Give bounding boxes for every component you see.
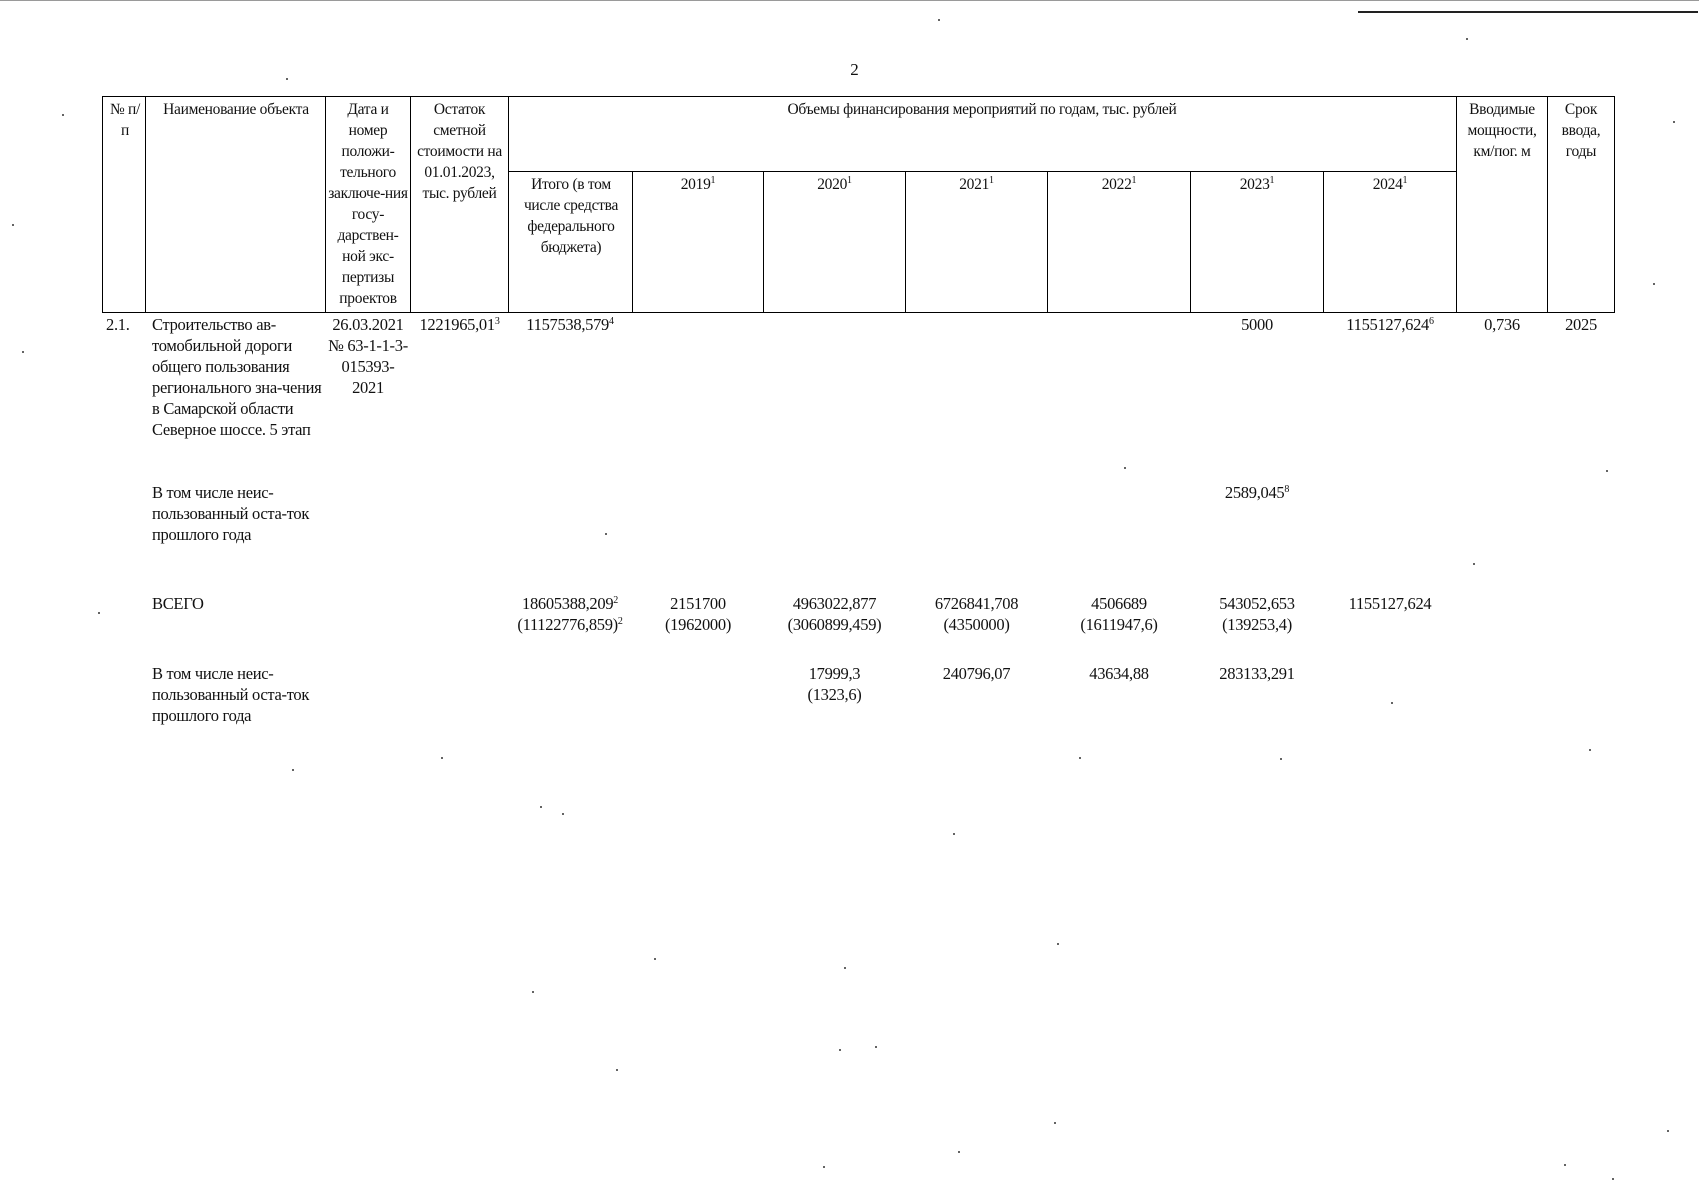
scan-speck bbox=[1466, 38, 1468, 40]
grid-line bbox=[905, 171, 906, 313]
header-funding-group: Объемы финансирования мероприятий по годам, тыс. рублей bbox=[787, 101, 1177, 118]
header-year-2022: 2022$^1$ bbox=[1101, 175, 1137, 193]
header-num: № п/п bbox=[109, 101, 141, 139]
header-balance: Остаток сметной стоимости на 01.01.2023, тыс. рублей bbox=[417, 101, 502, 202]
total-row-2019: 2151700 (1962000) bbox=[664, 594, 732, 634]
scan-speck bbox=[875, 1046, 877, 1048]
row-2-1-unused-2023: 2589,045$^8$ bbox=[1224, 483, 1290, 502]
total-row-total: 18605388,209$^2$ $(11122776,859)^2$ bbox=[517, 594, 623, 634]
grid-line bbox=[1047, 171, 1048, 313]
scan-speck bbox=[1564, 1164, 1566, 1166]
grid-line bbox=[508, 171, 1456, 172]
row-2-1-name: Строительство ав-томобильной дороги общего пользования регионального зна-чения в Самарской области Северное шоссе. 5 этап bbox=[152, 315, 322, 439]
header-capacity: Вводимые мощности, км/пог. м bbox=[1467, 101, 1537, 160]
scan-edge-top bbox=[0, 0, 1699, 1]
total-unused-2023: 283133,291 bbox=[1219, 664, 1295, 683]
row-2-1-unused-name: В том числе неис-пользованный оста-ток прошлого года bbox=[152, 483, 310, 544]
scan-speck bbox=[605, 533, 607, 535]
total-unused-name: В том числе неис-пользованный оста-ток прошлого года bbox=[152, 664, 310, 725]
row-2-1-term: 2025 bbox=[1565, 315, 1597, 334]
scan-speck bbox=[22, 351, 24, 353]
scan-speck bbox=[1473, 563, 1475, 565]
scan-speck bbox=[98, 612, 100, 614]
header-year-2024: 2024$^1$ bbox=[1372, 175, 1408, 193]
total-row-name: ВСЕГО bbox=[152, 594, 204, 613]
total-row-2024: 1155127,624 bbox=[1348, 594, 1432, 613]
grid-line bbox=[508, 96, 509, 313]
scan-speck bbox=[1057, 943, 1059, 945]
scan-speck bbox=[540, 806, 542, 808]
scan-speck bbox=[1653, 283, 1655, 285]
scan-speck bbox=[823, 1166, 825, 1168]
grid-line bbox=[1456, 96, 1457, 313]
header-date: Дата и номер положи-тельного заключе-ния госу-дарствен-ной экс-пертизы проектов bbox=[328, 101, 408, 307]
header-year-2023: 2023$^1$ bbox=[1239, 175, 1275, 193]
header-total: Итого (в том числе средства федерального бюджета) bbox=[523, 176, 619, 256]
scan-speck bbox=[286, 78, 288, 80]
scan-speck bbox=[839, 1049, 841, 1051]
grid-line bbox=[325, 96, 326, 313]
scan-speck bbox=[562, 813, 564, 815]
scan-speck bbox=[532, 991, 534, 993]
scan-speck bbox=[1667, 1130, 1669, 1132]
scan-speck bbox=[1606, 470, 1608, 472]
scan-speck bbox=[958, 1151, 960, 1153]
row-2-1-num: 2.1. bbox=[106, 315, 130, 334]
header-term: Срок ввода, годы bbox=[1561, 101, 1601, 160]
scan-speck bbox=[292, 769, 294, 771]
scan-speck bbox=[1391, 702, 1393, 704]
scan-speck bbox=[953, 833, 955, 835]
grid-line bbox=[1547, 96, 1548, 313]
scan-speck bbox=[938, 19, 940, 21]
total-unused-2022: 43634,88 bbox=[1089, 664, 1149, 683]
row-2-1-2024: 1155127,624$^6$ bbox=[1346, 315, 1434, 334]
total-unused-2021: 240796,07 bbox=[942, 664, 1011, 683]
scan-speck bbox=[1079, 757, 1081, 759]
row-2-1-balance: 1221965,01$^3$ bbox=[419, 315, 500, 334]
row-2-1-2023: 5000 bbox=[1241, 315, 1273, 334]
grid-line bbox=[1323, 171, 1324, 313]
row-2-1-total: 1157538,579$^4$ bbox=[526, 315, 614, 334]
grid-line bbox=[763, 171, 764, 313]
grid-line bbox=[632, 171, 633, 313]
total-row-2022: 4506689 (1611947,6) bbox=[1080, 594, 1158, 634]
page-number: 2 bbox=[850, 60, 859, 79]
row-2-1-capacity: 0,736 bbox=[1484, 315, 1520, 334]
scan-speck bbox=[1673, 121, 1675, 123]
header-name: Наименование объекта bbox=[163, 101, 309, 118]
scan-speck bbox=[1612, 1178, 1614, 1180]
scan-speck bbox=[441, 757, 443, 759]
scan-speck bbox=[844, 967, 846, 969]
scan-speck bbox=[616, 1069, 618, 1071]
scan-speck bbox=[1280, 758, 1282, 760]
total-row-2021: 6726841,708 (4350000) bbox=[934, 594, 1019, 634]
scan-speck bbox=[654, 958, 656, 960]
header-year-2019: 2019$^1$ bbox=[680, 175, 716, 193]
grid-line bbox=[145, 96, 146, 313]
scan-speck bbox=[1589, 749, 1591, 751]
scan-speck bbox=[62, 114, 64, 116]
grid-line bbox=[410, 96, 411, 313]
header-year-2020: 2020$^1$ bbox=[817, 175, 852, 193]
total-row-2020: 4963022,877 (3060899,459) bbox=[787, 594, 882, 634]
scan-speck bbox=[1124, 467, 1126, 469]
total-row-2023: 543052,653 (139253,4) bbox=[1219, 594, 1295, 634]
header-year-2021: 2021$^1$ bbox=[959, 175, 994, 193]
row-2-1-date: 26.03.2021 № 63-1-1-3-015393-2021 bbox=[328, 315, 408, 397]
scan-speck bbox=[1054, 1122, 1056, 1124]
scan-speck bbox=[12, 224, 14, 226]
scan-edge-line bbox=[1358, 11, 1698, 13]
grid-line bbox=[1190, 171, 1191, 313]
total-unused-2020: 17999,3 (1323,6) bbox=[807, 664, 862, 704]
